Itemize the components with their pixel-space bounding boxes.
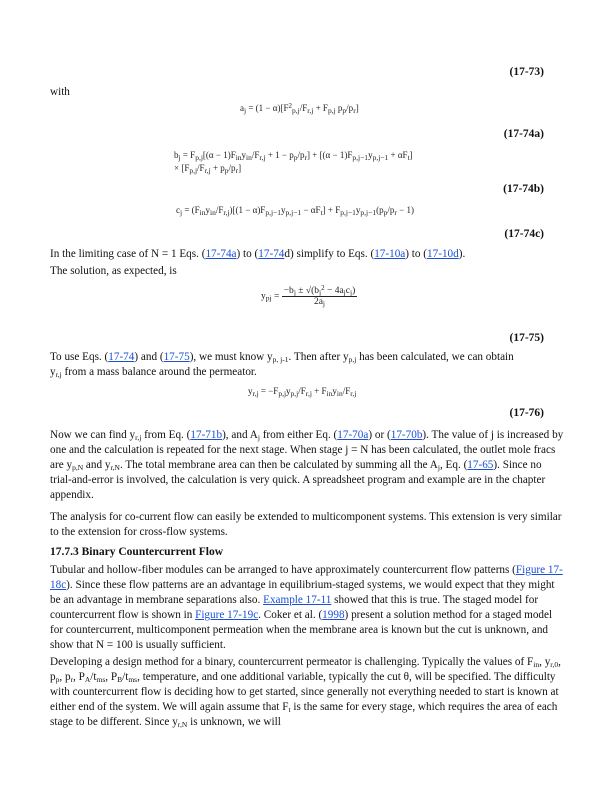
link-17-65[interactable]: 17-65 <box>467 459 494 471</box>
equation-a-j: $a_j = (1 - \alpha)[F^2_{p,j}/F_{r,j} + F_{p,j}$ $p_p/p_r$] <box>240 102 359 115</box>
section-heading: 17.7.3 Binary Countercurrent Flow <box>50 546 224 558</box>
link-17-10a[interactable]: 17-10a <box>374 248 406 260</box>
paragraph-to-use: To use Eqs. (17-74) and (17-75), we must know $y_{p, j-1}$. Then after $y_{p,j}$ has been calculated, we can obtain $y_{r,j}$ from a mass balance around the permeator. <box>50 351 514 379</box>
link-17-71b[interactable]: 17-71b <box>190 429 223 441</box>
paragraph-limiting-case: In the limiting case of N = 1 Eqs. (17-74a) to (17-74d) simplify to Eqs. (17-10a) to (17-10d). <box>50 248 466 260</box>
link-17-74[interactable]: 17-74 <box>258 248 285 260</box>
link-17-70b[interactable]: 17-70b <box>390 429 423 441</box>
link-17-75[interactable]: 17-75 <box>163 351 190 363</box>
link-1998[interactable]: 1998 <box>322 609 345 621</box>
paragraph-tubular: Tubular and hollow-fiber modules can be arranged to have approximately countercurrent flow patterns (Figure 17-18c). Since these flow patterns are an advantage in equilibrium-staged systems, we would expect that they might be an advantage in membrane separations also. Example 17-11 showed that this is true. The staged model for countercurrent flow is shown in Figure 17-19c. Coker et al. (1998) present a solution method for a staged model for countercurrent, multicomponent permeation when the membrane area is known but the cut is unknown, and show that N = 100 is usually sufficient. <box>50 564 563 651</box>
paragraph-developing: Developing a design method for a binary, countercurrent permeator is challenging. Typically the values of $F_{in}$, $y_{r,0}$, $p_p$, $p_r$, $P_A/t_{ms}$, $P_B/t_{ms}$, temperature, and one additional variable, typically the cut θ, will be specified. The difficulty with countercurrent flow is deciding how to get started, since generally not everything needed to start is known at either end of the system. We will again assume that $F_t$ is the same for every stage, which requires the area of each stage to be different. Since $y_{r,N}$ is unknown, we will <box>50 656 561 729</box>
with-text: with <box>50 86 70 98</box>
link-figure-17-18c[interactable]: Figure 17-18c <box>50 564 563 591</box>
link-17-74-b[interactable]: 17-74 <box>108 351 135 363</box>
equation-b-j-line2: × $[F_{p,j}/F_{r,j} + p_p/p_r]$ <box>174 163 242 175</box>
equation-number-17-74c: (17-74c) <box>504 228 544 240</box>
paragraph-analysis: The analysis for co-current flow can easily be extended to multicomponent systems. This extension is very similar to the extension for cross-flow systems. <box>50 511 562 538</box>
equation-number-17-74b: (17-74b) <box>503 183 544 195</box>
link-example-17-11[interactable]: Example 17-11 <box>263 594 332 606</box>
link-17-74a[interactable]: 17-74a <box>205 248 237 260</box>
equation-number-17-76: (17-76) <box>509 407 544 419</box>
link-figure-17-19c[interactable]: Figure 17-19c <box>195 609 259 621</box>
equation-c-j: $c_j = (F_{in}y_{in}/F_{r,j})[(1 - \alpha)F_{p,j-1}y_{p,j-1} - \alpha F_t] + F_{p,j-1}y_{p,j-1}(p_p/p_r - 1)$ <box>176 205 414 217</box>
paragraph-now-find: Now we can find $y_{r,j}$ from Eq. (17-71b), and $A_j$ from either Eq. (17-70a) or (17-70b). The value of j is increased by one and the calculation is repeated for the next stage. When stage j = N has been calculated, the outlet mole fracs are $y_{p,N}$ and $y_{r,N}$. The total membrane area can then be calculated by summing all the $A_j$, Eq. (17-65). Since no trial-and-error is involved, the calculation is very quick. A spreadsheet program and example are in the chapter appendix. <box>50 429 564 501</box>
equation-b-j-line1: $b_j = F_{p,j}[(\alpha - 1)F_{in}y_{in}/F_{r,j} + 1 - p_p/p_r] + [(\alpha - 1)F_{p,j-1}y_{p,j-1} + \alpha F_t]$ <box>174 150 413 162</box>
equation-y-pj: $y_{pj}$ = $\frac{-b_j \pm √(b_j^2 - 4a_jc_j)}{2a_j}$ <box>261 284 356 308</box>
equation-number-17-73: (17-73) <box>509 66 544 78</box>
link-17-10d[interactable]: 17-10d <box>427 248 459 260</box>
link-17-70a[interactable]: 17-70a <box>337 429 369 441</box>
paragraph-solution: The solution, as expected, is <box>50 265 177 277</box>
equation-number-17-75: (17-75) <box>509 332 544 344</box>
equation-y-rj: $y_{r,j} = -F_{p,j}y_{p,j}/F_{r,j} + F_{in}y_{in}/F_{r,j}$ <box>248 386 357 398</box>
equation-number-17-74a: (17-74a) <box>503 128 544 140</box>
